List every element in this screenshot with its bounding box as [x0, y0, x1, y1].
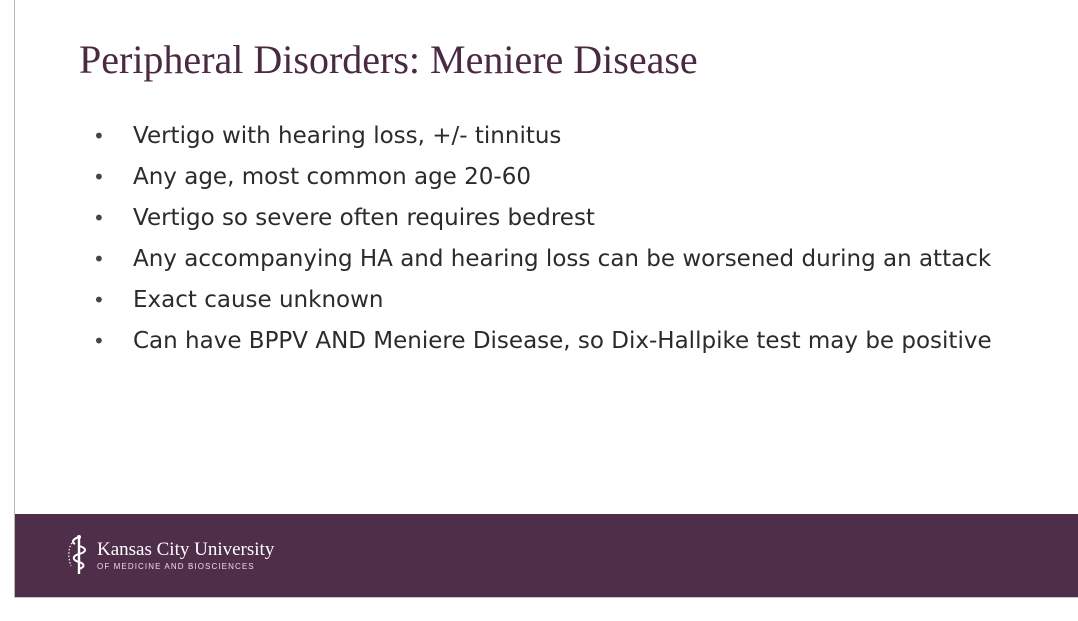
university-name: Kansas City University: [97, 538, 275, 560]
bullet-item: [87, 323, 1047, 359]
bullet-item: [87, 118, 1047, 154]
bullet-item: [87, 200, 1047, 236]
slide-title: Peripheral Disorders: Meniere Disease: [79, 37, 698, 82]
university-logo: [65, 534, 274, 576]
bullet-marker: •: [93, 206, 105, 230]
bullet-marker: •: [93, 329, 105, 353]
bullet-text: Exact cause unknown: [133, 287, 384, 313]
slide: [14, 0, 1078, 598]
bullet-item: [87, 282, 1047, 318]
bullet-text: Vertigo so severe often requires bedrest: [133, 205, 595, 231]
bullet-marker: •: [93, 288, 105, 312]
bullet-text: Vertigo with hearing loss, +/- tinnitus: [133, 123, 562, 149]
caduceus-icon: [65, 534, 91, 576]
bullet-list: [87, 118, 1047, 364]
bullet-item: [87, 159, 1047, 195]
university-subtitle: OF MEDICINE AND BIOSCIENCES: [97, 561, 255, 571]
bullet-marker: •: [93, 165, 105, 189]
logo-wordmark: [97, 539, 274, 572]
bullet-text: Any age, most common age 20-60: [133, 164, 531, 190]
bullet-item: [87, 241, 1047, 277]
bullet-text: Can have BPPV AND Meniere Disease, so Dix-Hallpike test may be positive: [133, 328, 992, 354]
footer-bar: [15, 514, 1078, 597]
bullet-text: Any accompanying HA and hearing loss can be worsened during an attack: [133, 246, 992, 272]
bullet-marker: •: [93, 124, 105, 148]
bullet-marker: •: [93, 247, 105, 271]
